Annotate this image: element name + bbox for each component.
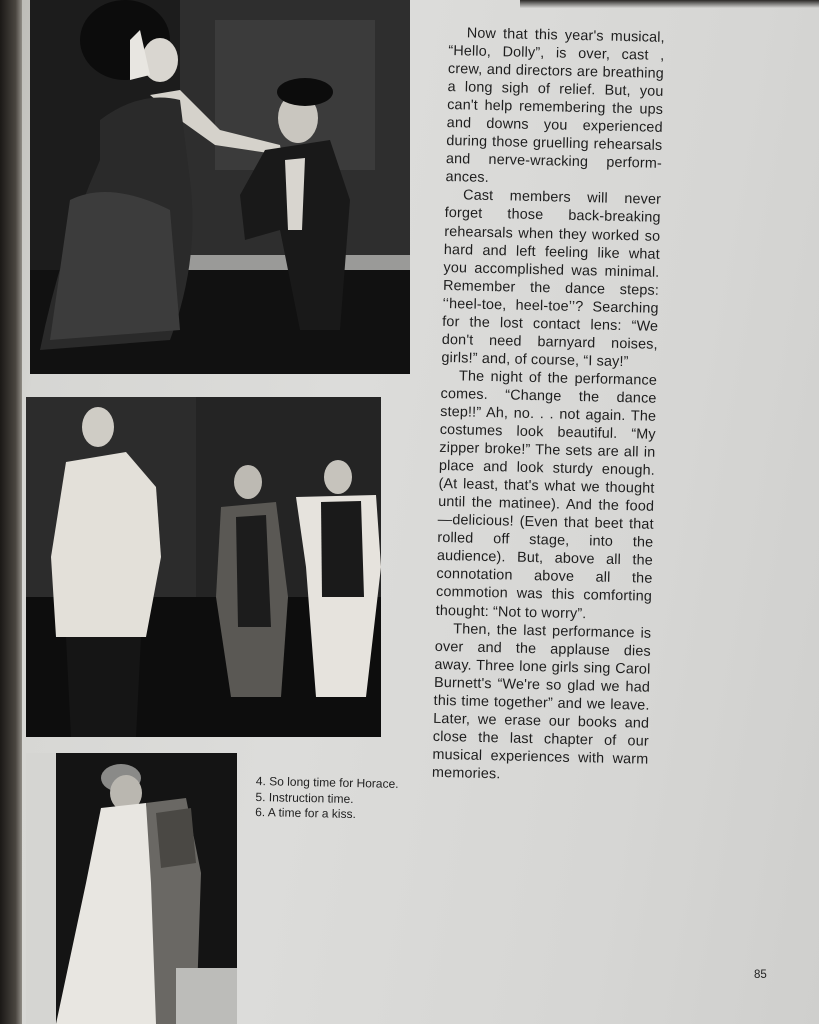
page-number: 85 — [754, 969, 767, 981]
article-paragraph: Cast members will never forget those back-breaking rehearsals when they worked so hard and left feeling like what you accomplished was minimal. Remember the dance steps: ‘‘heel-toe, heel-toe’’? Searching for the lost contact lens: “We don't need barnyard noises, girls!” and, of course, “I say!” — [441, 187, 662, 371]
photo-dolly-and-horace — [30, 0, 410, 374]
caption-6: 6. A time for a kiss. — [255, 804, 357, 822]
article-paragraph: Then, the last performance is over and the applause dies away. Three lone girls sing Carol Burnett's “We're so glad we had this time together” and we leave. Later, we erase our books and close the last chapter of our musical experiences with warm memories. — [431, 620, 652, 783]
article-paragraph: Now that this year's musical, “Hello, Dolly”, is over, cast , crew, and directors are breathing a long sigh of relief. But, you can't help remembering the ups and downs you experienced during those gruelling rehearsals and nerve-wracking perform- ances. — [445, 25, 665, 187]
article-body — [432, 24, 665, 787]
article-paragraph: The night of the performance comes. “Change the dance step!!” Ah, no. . . not again. The costumes look beautiful. “My zipper broke!” The sets are all in place and look sturdy enough. (At least, that's what we thought until the matinee). And the food—delicious! (Even that beet that rolled off stage, into the audience). But, above all the connotation above all the commotion was this comforting thought: “Not to worry”. — [435, 368, 658, 622]
caption-5: 5. Instruction time. — [255, 789, 354, 806]
photo-captions — [255, 774, 446, 824]
photo-time-for-a-kiss — [26, 753, 237, 1024]
caption-4: 4. So long time for Horace. — [255, 774, 399, 791]
page-edge-shadow — [520, 0, 819, 8]
photo-instruction-time — [26, 397, 381, 737]
